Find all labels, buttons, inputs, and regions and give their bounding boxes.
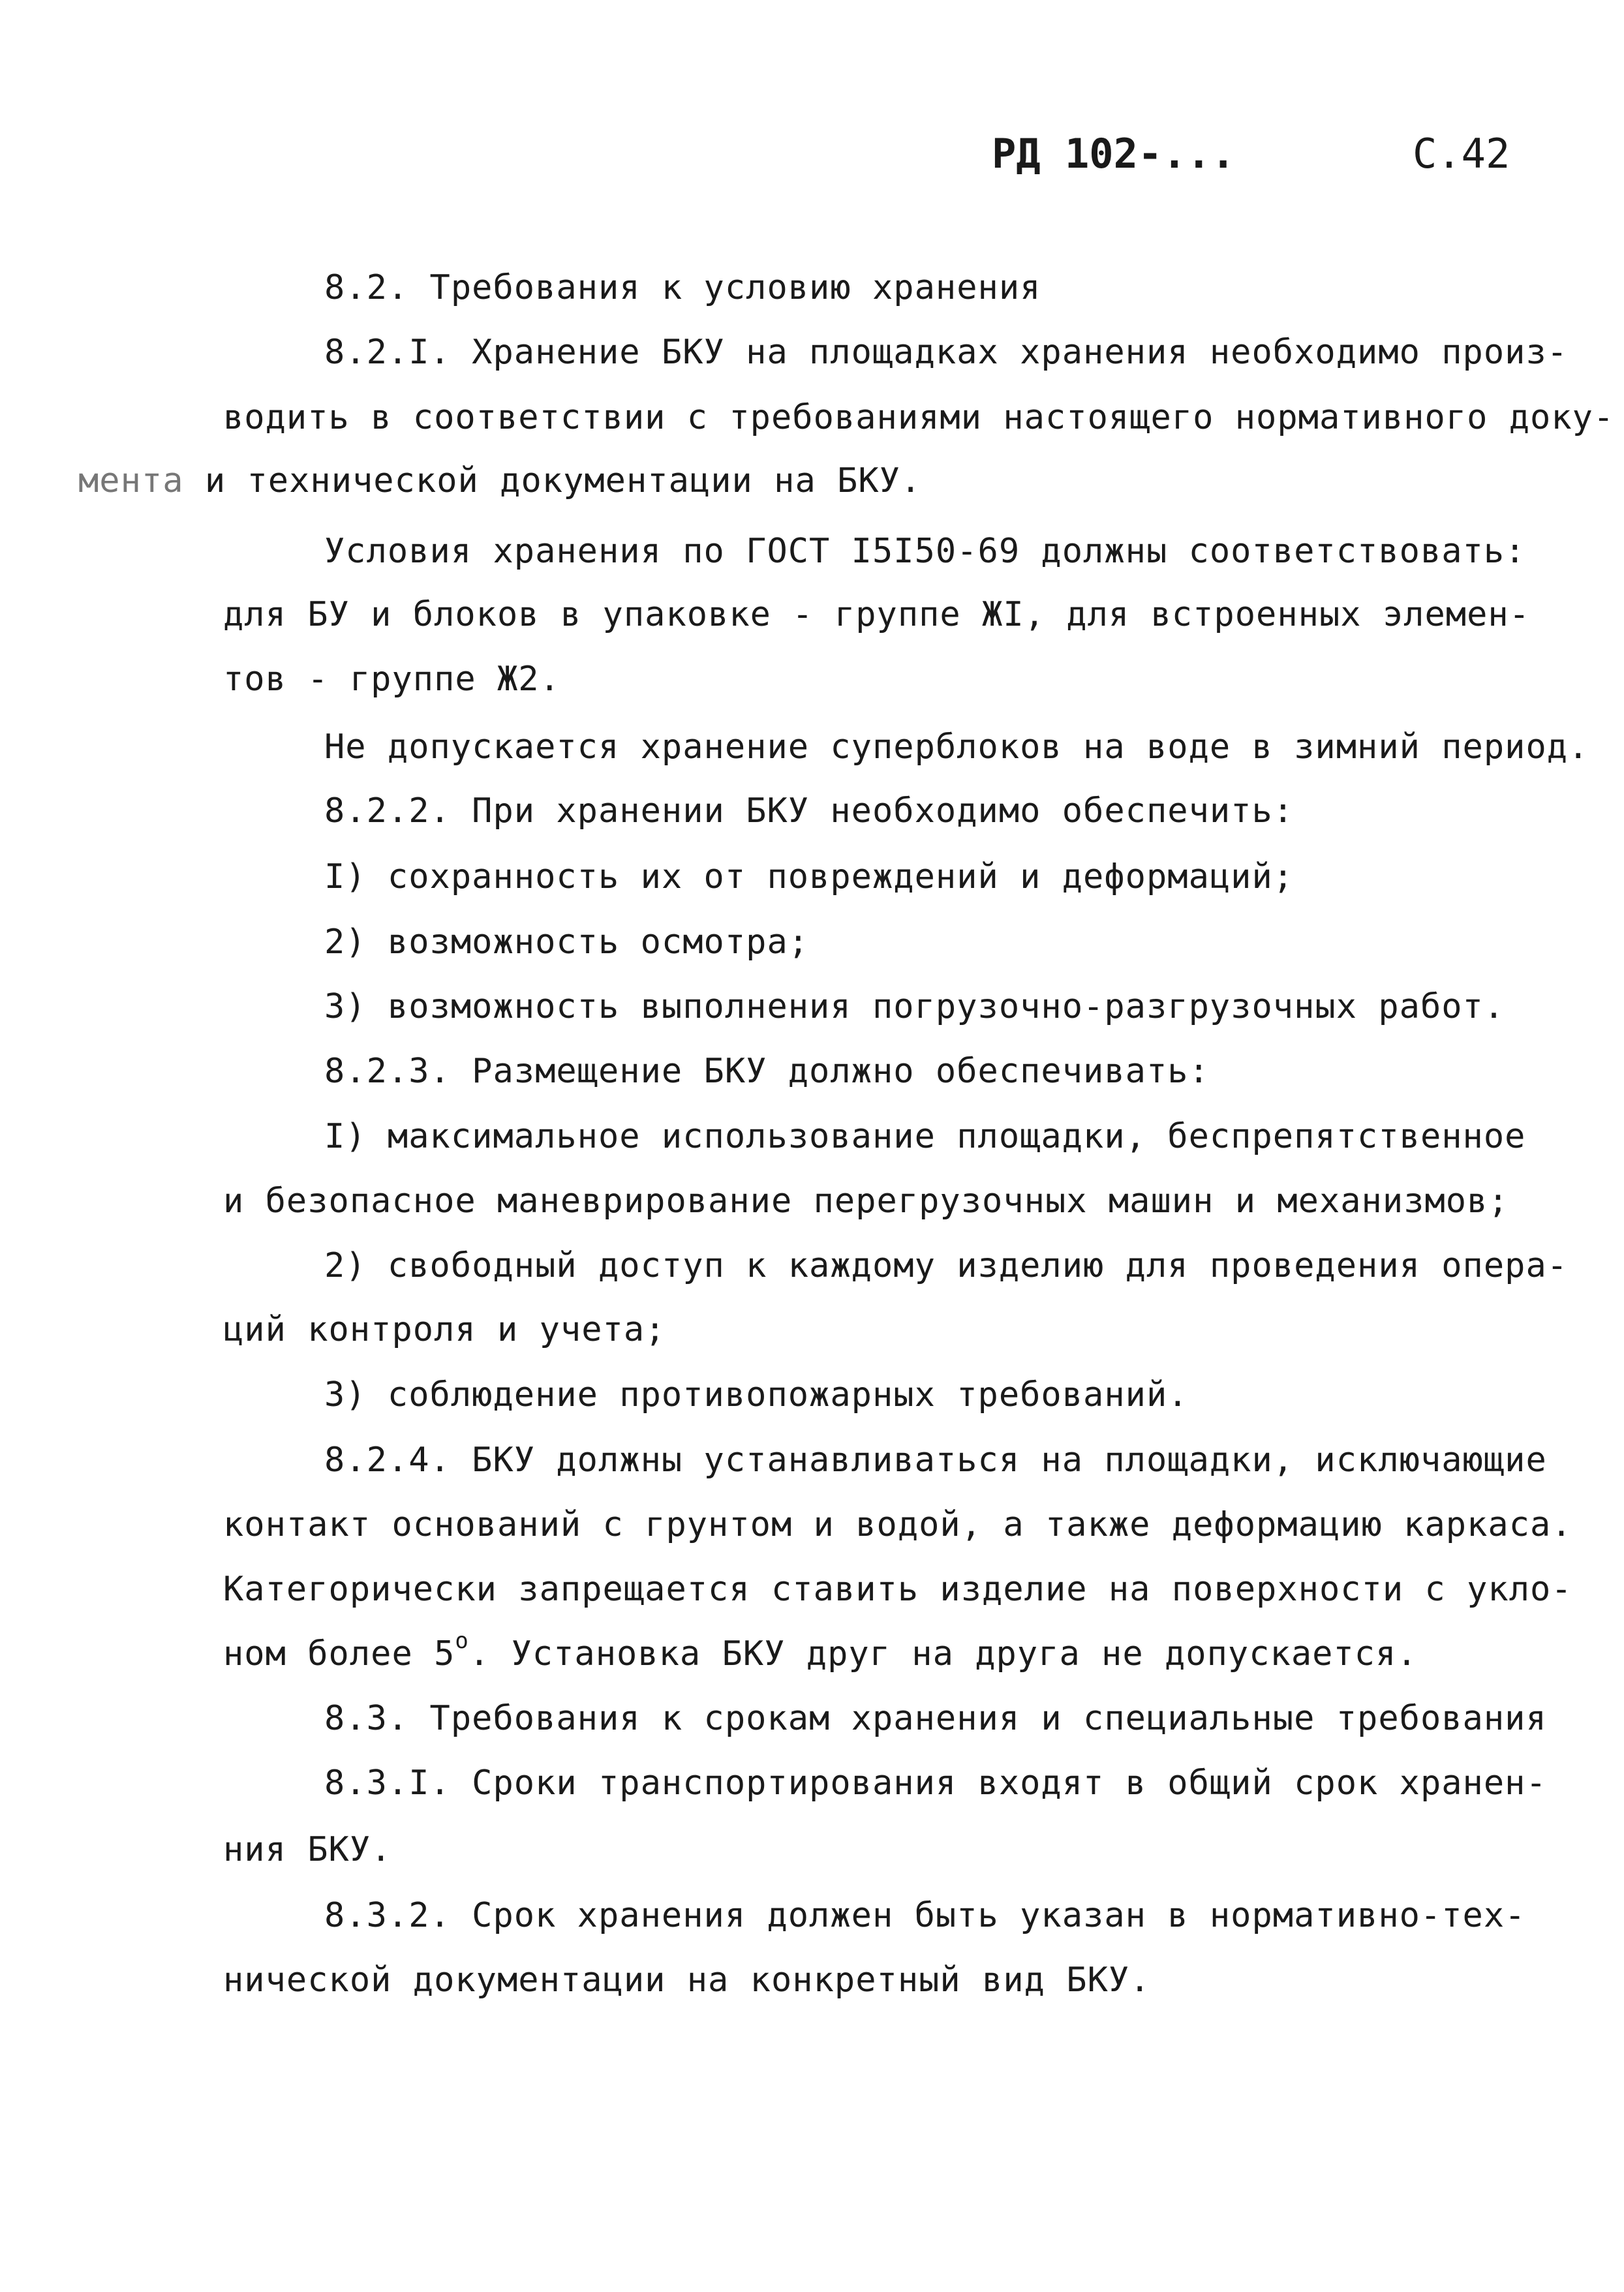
text-line: водить в соответствии с требованиями настоящего нормативного доку- <box>223 398 1615 437</box>
text-line: 8.3.2. Срок хранения должен быть указан в нормативно-тех- <box>324 1896 1526 1935</box>
text-line: Категорически запрещается ставить изделие на поверхности с укло- <box>223 1570 1572 1609</box>
section-heading-8-3: 8.3. Требования к срокам хранения и специальные требования <box>324 1699 1547 1738</box>
list-item: 3) соблюдение противопожарных требований. <box>324 1375 1189 1414</box>
text-line: и безопасное маневрирование перегрузочных машин и механизмов; <box>223 1182 1509 1221</box>
text-line: 8.3.I. Сроки транспортирования входят в общий срок хранен- <box>324 1764 1547 1803</box>
text-line: контакт оснований с грунтом и водой, а также деформацию каркаса. <box>223 1505 1572 1544</box>
text-fragment: мента <box>78 461 184 500</box>
text-line: Условия хранения по ГОСТ I5I50-69 должны соответствовать: <box>324 532 1526 571</box>
text-line <box>78 455 921 507</box>
text-line: ций контроля и учета; <box>223 1310 666 1349</box>
list-item: I) максимальное использование площадки, беспрепятственное <box>324 1117 1526 1156</box>
text-line: нической документации на конкретный вид БКУ. <box>223 1961 1151 2000</box>
text-fragment: . Установка БКУ друг на друга не допускается. <box>468 1634 1418 1673</box>
text-fragment: ном более 5 <box>223 1634 455 1673</box>
list-item: 3) возможность выполнения погрузочно-разгрузочных работ. <box>324 987 1505 1026</box>
text-line: тов - группе Ж2. <box>223 660 560 699</box>
text-line: ния БКУ. <box>223 1830 392 1869</box>
section-heading-8-2: 8.2. Требования к условию хранения <box>324 268 1041 307</box>
text-line: для БУ и блоков в упаковке - группе ЖI, для встроенных элемен- <box>223 595 1531 634</box>
list-item: 2) свободный доступ к каждому изделию для проведения опера- <box>324 1246 1569 1285</box>
document-code: РД 102-... <box>992 130 1236 177</box>
text-line <box>223 1628 1418 1680</box>
list-item: I) сохранность их от повреждений и деформаций; <box>324 857 1295 896</box>
list-item: 2) возможность осмотра; <box>324 923 810 962</box>
text-line: Не допускается хранение суперблоков на воде в зимний период. <box>324 727 1589 767</box>
degree-sign: о <box>455 1628 469 1654</box>
text-line: 8.2.4. БКУ должны устанавливаться на площадки, исключающие <box>324 1441 1547 1480</box>
text-line: 8.2.I. Хранение БКУ на площадках хранения необходимо произ- <box>324 333 1569 372</box>
text-line: 8.2.3. Размещение БКУ должно обеспечивать: <box>324 1052 1210 1091</box>
text-fragment: и технической документации на БКУ. <box>183 461 922 500</box>
page-number: С.42 <box>1413 130 1510 177</box>
text-line: 8.2.2. При хранении БКУ необходимо обеспечить: <box>324 791 1295 831</box>
